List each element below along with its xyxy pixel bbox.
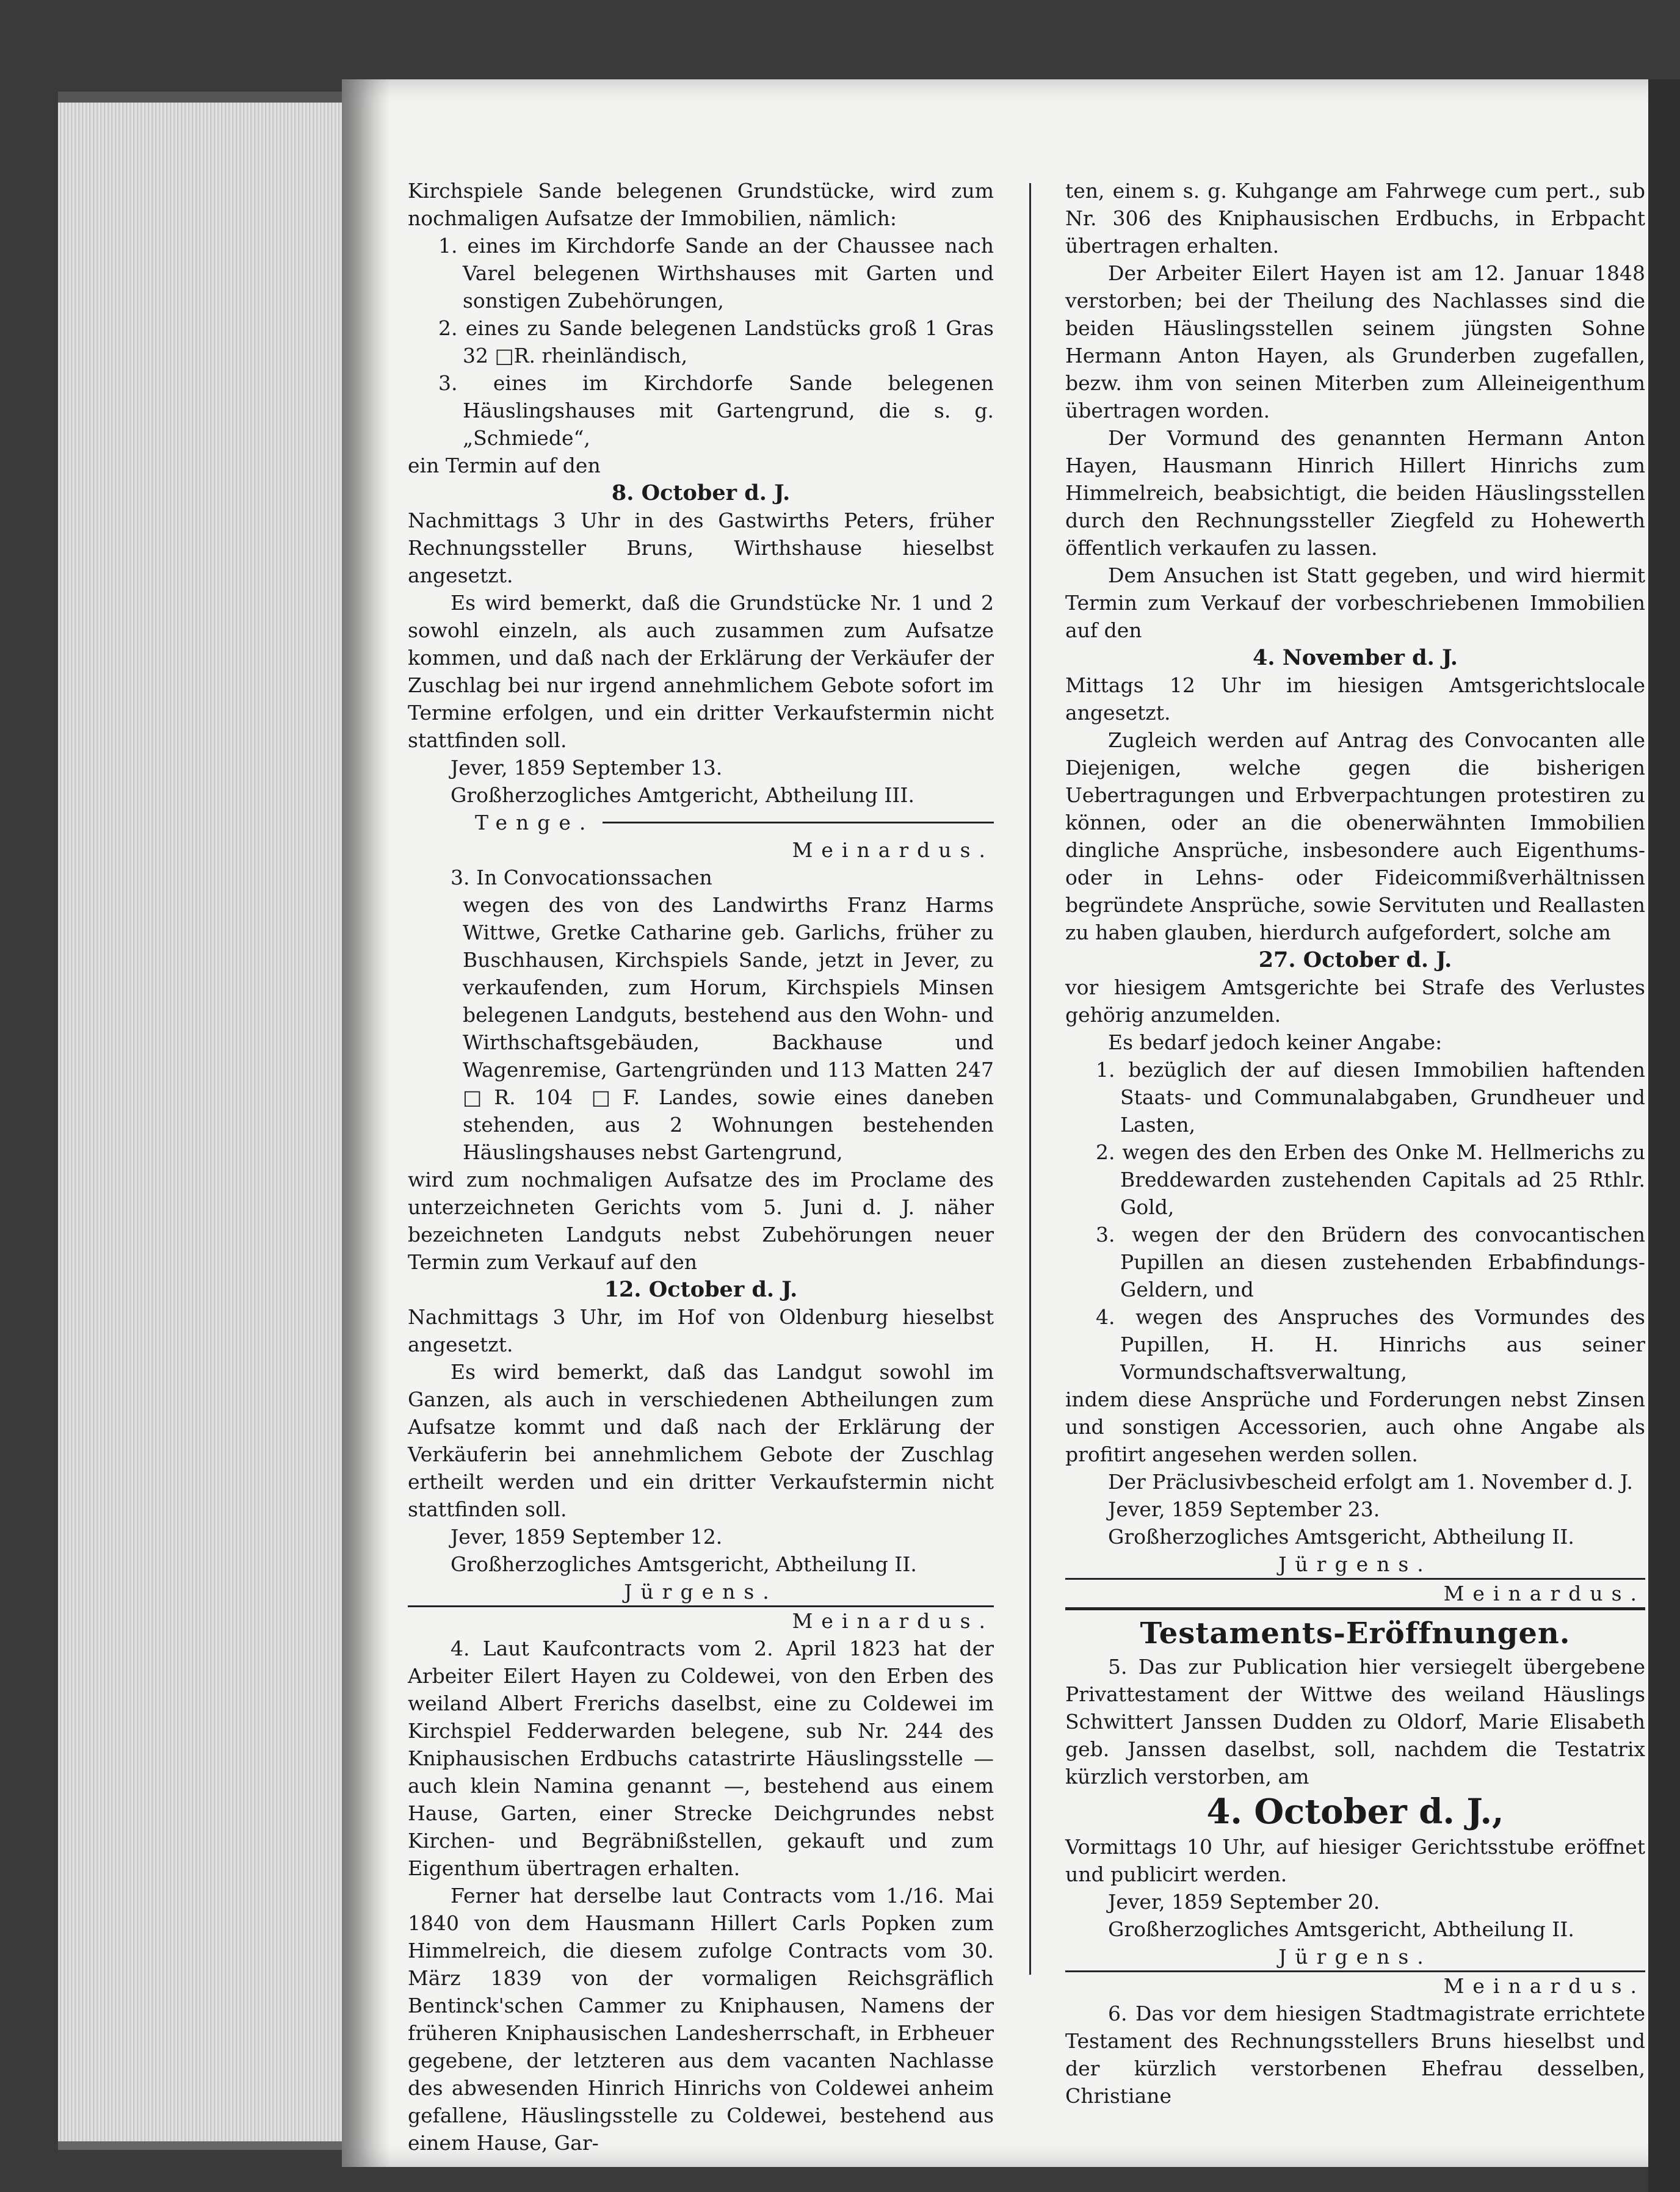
court-name: Großherzogliches Amtsgericht, Abtheilung II. [451, 1552, 917, 1576]
place-date: Jever, 1859 September 12. [451, 1525, 723, 1549]
list-item: 4. wegen des Anspruches des Vormundes des Pupillen, H. H. Hinrichs aus seiner Vormundschaftsverwaltung, [1096, 1305, 1645, 1384]
list-item: 2. wegen des den Erben des Onke M. Hellmerichs zu Breddewarden zustehenden Capitals ad 25 Rthlr. Gold, [1096, 1140, 1645, 1219]
paragraph: Zugleich werden auf Antrag des Convocanten alle Diejenigen, welche gegen die bisherigen Uebertragungen und Erbverpachtungen protestiren zu können, oder an die obenerwähnten Immobilien dingliche Ansprüche, insbesondere auch Eigenthums- oder in Lehns- oder Fideicommißverhältnissen begründete Ansprüche, sowie Servituten und Reallasten zu haben glauben, hierdurch aufgefordert, solche am [1065, 728, 1645, 944]
signature: Meinardus. [408, 1605, 994, 1635]
court-name: Großherzogliches Amtgericht, Abtheilung III. [451, 783, 914, 807]
paragraph: 4. Laut Kaufcontracts vom 2. April 1823 hat der Arbeiter Eilert Hayen zu Coldewei, von den Erben des weiland Albert Frerichs daselbst, eine zu Coldewei im Kirchspiel Fedderwarden belegene, sub Nr. 244 des Kniphausischen Erdbuchs catastrirte Häuslingsstelle — auch klein Namina genannt —, bestehend aus einem Hause, Garten, einer Strecke Deichgrundes nebst Kirchen- und Begräbnißstellen, gekauft und zum Eigenthum übertragen erhalten. [408, 1637, 994, 1880]
right-column [1065, 177, 1645, 2110]
page-gutter-shadow [342, 79, 391, 2167]
paragraph: Kirchspiele Sande belegenen Grundstücke, wird zum nochmaligen Aufsatze der Immobilien, nämlich: [408, 179, 994, 230]
signature: Jürgens. [1278, 1552, 1432, 1576]
paragraph: Der Präclusivbescheid erfolgt am 1. November d. J. [1108, 1470, 1633, 1494]
paragraph: 6. Das vor dem hiesigen Stadtmagistrate errichtete Testament des Rechnungsstellers Bruns hieselbst und der kürzlich verstorbenen Ehefrau desselben, Christiane [1065, 2002, 1645, 2108]
court-name: Großherzogliches Amtsgericht, Abtheilung II. [1108, 1525, 1574, 1549]
appointment-date: 12. October d. J. [604, 1277, 798, 1302]
paragraph: Nachmittags 3 Uhr, im Hof von Oldenburg hieselbst angesetzt. [408, 1305, 994, 1356]
paragraph: 5. Das zur Publication hier versiegelt übergebene Privattestament der Wittwe des weiland Häuslings Schwittert Janssen Dudden zu Oldorf, Marie Elisabeth geb. Janssen daselbst, soll, nachdem die Testatrix kürzlich verstorben, am [1065, 1655, 1645, 1789]
signature: Meinardus. [792, 838, 994, 862]
place-date: Jever, 1859 September 13. [451, 756, 723, 779]
paragraph: Der Vormund des genannten Hermann Anton Hayen, Hausmann Hinrich Hillert Hinrichs zum Himmelreich, beabsichtigt, die beiden Häuslingsstellen durch den Rechnungssteller Ziegfeld zu Hohewerth öffentlich verkaufen zu lassen. [1065, 426, 1645, 560]
section-heading: Testaments-Eröffnungen. [1065, 1607, 1645, 1653]
signature: Jürgens. [624, 1580, 778, 1604]
appointment-date: 8. October d. J. [611, 480, 791, 505]
paragraph: indem diese Ansprüche und Forderungen nebst Zinsen und sonstigen Accessorien, auch ohne Angabe als profitirt angesehen werden sollen. [1065, 1387, 1645, 1466]
paragraph: Es wird bemerkt, daß die Grundstücke Nr. 1 und 2 sowohl einzeln, als auch zusammen zum Aufsatze kommen, und daß nach der Erklärung der Verkäufer der Zuschlag bei nur irgend annehmlichem Gebote sofort im Termine erfolgen, und ein dritter Verkaufstermin nicht stattfinden soll. [408, 591, 994, 752]
left-column [408, 177, 994, 2157]
book-page-edges [58, 92, 357, 2150]
paragraph: Nachmittags 3 Uhr in des Gastwirths Peters, früher Rechnungssteller Bruns, Wirthshause hieselbst angesetzt. [408, 508, 994, 587]
place-date: Jever, 1859 September 23. [1108, 1497, 1380, 1521]
list-item: 3. eines im Kirchdorfe Sande belegenen Häuslingshauses mit Gartengrund, die s. g. „Schmiede“, [438, 371, 994, 450]
appointment-date: 27. October d. J. [1258, 947, 1452, 972]
paragraph: wegen des von des Landwirths Franz Harms Wittwe, Gretke Catharine geb. Garlichs, früher zu Buschhausen, Kirchspiels Sande, jetzt in Jever, zu verkaufenden, zum Horum, Kirchspiels Minsen belegenen Landguts, bestehend aus den Wohn- und Wirthschaftsgebäuden, Backhause und Wagenremise, Gartengründen und 113 Matten 247 □R. 104 □F. Landes, sowie eines daneben stehenden, aus 2 Wohnungen bestehenden Häuslingshauses nebst Gartengrund, [463, 893, 994, 1164]
column-divider [1029, 183, 1031, 1975]
paragraph: Mittags 12 Uhr im hiesigen Amtsgerichtslocale angesetzt. [1065, 673, 1645, 725]
paragraph: Vormittags 10 Uhr, auf hiesiger Gerichtsstube eröffnet und publicirt werden. [1065, 1835, 1645, 1886]
paragraph: Der Arbeiter Eilert Hayen ist am 12. Januar 1848 verstorben; bei der Theilung des Nachlasses sind die beiden Häuslingsstellen seinem jüngsten Sohne Hermann Anton Hayen, als Grunderben zugefallen, bezw. ihm von seinen Miterben zum Alleineigenthum übertragen worden. [1065, 261, 1645, 422]
paragraph: 3. In Convocationssachen [451, 866, 712, 889]
list-item: 2. eines zu Sande belegenen Landstücks groß 1 Gras 32 □R. rheinländisch, [438, 316, 994, 367]
signature: Meinardus. [1065, 1578, 1645, 1607]
paragraph: vor hiesigem Amtsgerichte bei Strafe des Verlustes gehörig anzumelden. [1065, 975, 1645, 1027]
paragraph: Dem Ansuchen ist Statt gegeben, und wird hiermit Termin zum Verkauf der vorbeschriebenen Immobilien auf den [1065, 563, 1645, 642]
list-item: 1. eines im Kirchdorfe Sande an der Chaussee nach Varel belegenen Wirthshauses mit Garten und sonstigen Zubehörungen, [438, 234, 994, 313]
signature: Meinardus. [1065, 1970, 1645, 2000]
paragraph: Es wird bemerkt, daß das Landgut sowohl im Ganzen, als auch in verschiedenen Abtheilungen zum Aufsatze kommt und daß nach der Erklärung der Verkäuferin bei annehmlichem Gebote der Zuschlag ertheilt werden und ein dritter Verkaufstermin nicht stattfinden soll. [408, 1360, 994, 1521]
paragraph: Es bedarf jedoch keiner Angabe: [1108, 1030, 1443, 1054]
signature: Tenge. [475, 811, 595, 834]
paragraph: ein Termin auf den [408, 454, 601, 477]
place-date: Jever, 1859 September 20. [1108, 1890, 1380, 1914]
paragraph: Ferner hat derselbe laut Contracts vom 1./16. Mai 1840 von dem Hausmann Hillert Carls Popken zum Himmelreich, die diesem zufolge Contracts vom 30. März 1839 von der vormaligen Reichsgräflich Bentinck'schen Cammer zu Kniphausen, Namens der früheren Kniphausischen Landesherrschaft, in Erbheuer gegebene, der letzteren aus dem vacanten Nachlasse des abwesenden Hinrich Hinrichs von Coldewei anheim gefallene, Häuslingsstelle zu Coldewei, bestehend aus einem Hause, Gar- [408, 1884, 994, 2155]
page-right-margin [1648, 79, 1680, 2192]
paragraph: ten, einem s. g. Kuhgange am Fahrwege cum pert., sub Nr. 306 des Kniphausischen Erdbuchs, in Erbpacht übertragen erhalten. [1065, 179, 1645, 258]
court-name: Großherzogliches Amtsgericht, Abtheilung II. [1108, 1917, 1574, 1941]
signature-row [408, 809, 994, 836]
appointment-date: 4. October d. J., [1206, 1792, 1504, 1832]
paragraph: wird zum nochmaligen Aufsatze des im Proclame des unterzeichneten Gerichts vom 5. Juni d. J. näher bezeichneten Landguts nebst Zubehörungen neuer Termin zum Verkauf auf den [408, 1168, 994, 1274]
signature: Jürgens. [1278, 1945, 1432, 1969]
appointment-date: 4. November d. J. [1253, 645, 1458, 670]
list-item: 3. wegen der den Brüdern des convocantischen Pupillen an diesen zustehenden Erbabfindungs-Geldern, und [1096, 1223, 1645, 1301]
list-item: 1. bezüglich der auf diesen Immobilien haftenden Staats- und Communalabgaben, Grundheuer und Lasten, [1096, 1058, 1645, 1137]
